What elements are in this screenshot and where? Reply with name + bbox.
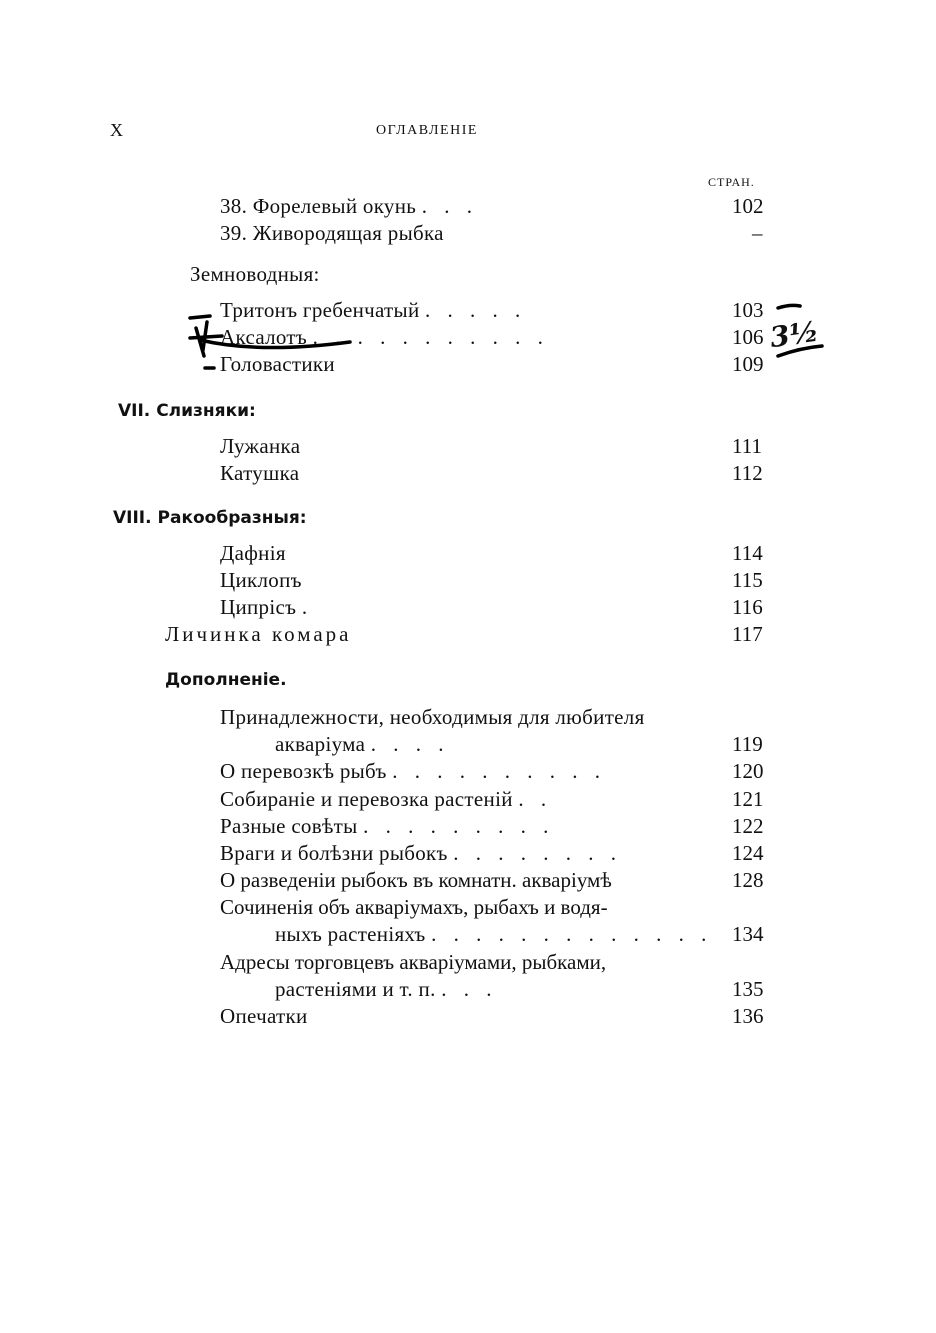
entry-text: Опечатки <box>220 1004 308 1028</box>
section-title: Слизняки: <box>156 401 256 421</box>
entry-text: Разные совѣты <box>220 814 358 838</box>
page-number: 122 <box>732 814 764 838</box>
page-column-label: СТРАН. <box>708 175 755 189</box>
toc-entry-line1[interactable]: Принадлежности, необходимыя для любителя <box>220 705 645 729</box>
toc-entry[interactable] <box>220 841 622 866</box>
leader-dots: . . . <box>421 194 478 218</box>
leader-dots: . . . . <box>370 732 450 756</box>
entry-text: Дафнія <box>220 541 286 565</box>
toc-entry[interactable] <box>220 868 612 893</box>
page-number: 114 <box>732 541 763 565</box>
page-number: 117 <box>732 622 763 646</box>
toc-entry[interactable] <box>165 622 352 647</box>
pen-dash-mark <box>190 316 210 318</box>
leader-dots: . . . . . . . . . . . <box>312 325 549 349</box>
page-number: 119 <box>732 732 763 756</box>
page-number: 116 <box>732 595 763 619</box>
toc-entry[interactable] <box>220 1004 308 1029</box>
page-number: 103 <box>732 298 764 322</box>
pen-dash-mark <box>778 305 800 308</box>
entry-text: Ципрісъ <box>220 595 297 619</box>
page-number: 106 <box>732 325 764 349</box>
section-heading <box>118 401 256 421</box>
entry-text: Катушка <box>220 461 300 485</box>
page-number: 115 <box>732 568 763 592</box>
section-heading <box>113 508 307 528</box>
entry-text: Аксалотъ <box>220 325 308 349</box>
entry-text: Личинка комара <box>165 622 352 646</box>
toc-entry[interactable] <box>275 977 497 1002</box>
toc-entry[interactable] <box>220 434 300 459</box>
toc-entry-line1[interactable]: Адресы торговцевъ акваріумами, рыбками, <box>220 950 607 974</box>
toc-entry[interactable] <box>220 541 286 566</box>
leader-dots: . <box>301 595 314 619</box>
leader-dots: . . . <box>441 977 498 1001</box>
pen-stroke-mark <box>190 336 222 338</box>
pen-underline-mark <box>200 340 350 348</box>
section-title: Ракообразныя: <box>157 508 307 528</box>
section-roman-numeral: VIII. <box>113 508 152 528</box>
toc-entry[interactable] <box>275 732 450 757</box>
toc-entry[interactable] <box>275 922 712 947</box>
entry-text: 38. Форелевый окунь <box>220 194 417 218</box>
page-number: 136 <box>732 1004 764 1028</box>
entry-text: О перевозкѣ рыбъ <box>220 759 387 783</box>
running-title: ОГЛАВЛЕНІЕ <box>376 123 478 138</box>
entry-text: 39. Живородящая рыбка <box>220 221 444 245</box>
toc-entry[interactable] <box>220 461 299 486</box>
entry-text: Тритонъ гребенчатый <box>220 298 420 322</box>
entry-text: Головастики <box>220 352 335 376</box>
page-number: 128 <box>732 868 764 892</box>
page-number: – <box>752 221 763 245</box>
leader-dots: . . . . . . . . . . . . . <box>431 922 713 946</box>
page-number: 102 <box>732 194 764 218</box>
entry-text: Лужанка <box>220 434 301 458</box>
leader-dots: . . . . . . . . . . <box>392 759 606 783</box>
entry-text: О разведеніи рыбокъ въ комнатн. акваріумѣ <box>220 868 612 892</box>
page-number: 120 <box>732 759 764 783</box>
leader-dots: . . . . . <box>425 298 527 322</box>
toc-entry-line1[interactable]: Сочиненія объ акваріумахъ, рыбахъ и водя- <box>220 895 608 919</box>
toc-entry[interactable] <box>220 568 302 593</box>
page-number: 121 <box>732 787 764 811</box>
section-heading: Дополненіе. <box>165 670 287 690</box>
entry-text: Враги и болѣзни рыбокъ <box>220 841 448 865</box>
toc-entry[interactable] <box>220 595 313 620</box>
leader-dots: . . . . . . . . <box>453 841 622 865</box>
section-roman-numeral: VII. <box>118 401 151 421</box>
page-number: 124 <box>732 841 764 865</box>
entry-text: растеніями и т. п. <box>275 977 436 1001</box>
page-numeral: X <box>110 120 123 140</box>
entry-text: акваріума <box>275 732 366 756</box>
entry-text: ныхъ растеніяхъ <box>275 922 426 946</box>
toc-entry[interactable] <box>220 759 606 784</box>
page-number: 134 <box>732 922 764 946</box>
section-heading: Земноводныя: <box>190 262 320 286</box>
entry-text: Циклопъ <box>220 568 302 592</box>
leader-dots: . . . . . . . . . <box>363 814 555 838</box>
leader-dots: . . <box>518 787 553 811</box>
toc-entry[interactable] <box>220 814 554 839</box>
page-number: 112 <box>732 461 763 485</box>
page-number: 111 <box>732 434 762 458</box>
handwritten-annotation: 3½ <box>767 314 821 355</box>
page-number: 135 <box>732 977 764 1001</box>
toc-entry[interactable] <box>220 787 552 812</box>
entry-text: Собираніе и перевозка растеній <box>220 787 513 811</box>
page-number: 109 <box>732 352 764 376</box>
